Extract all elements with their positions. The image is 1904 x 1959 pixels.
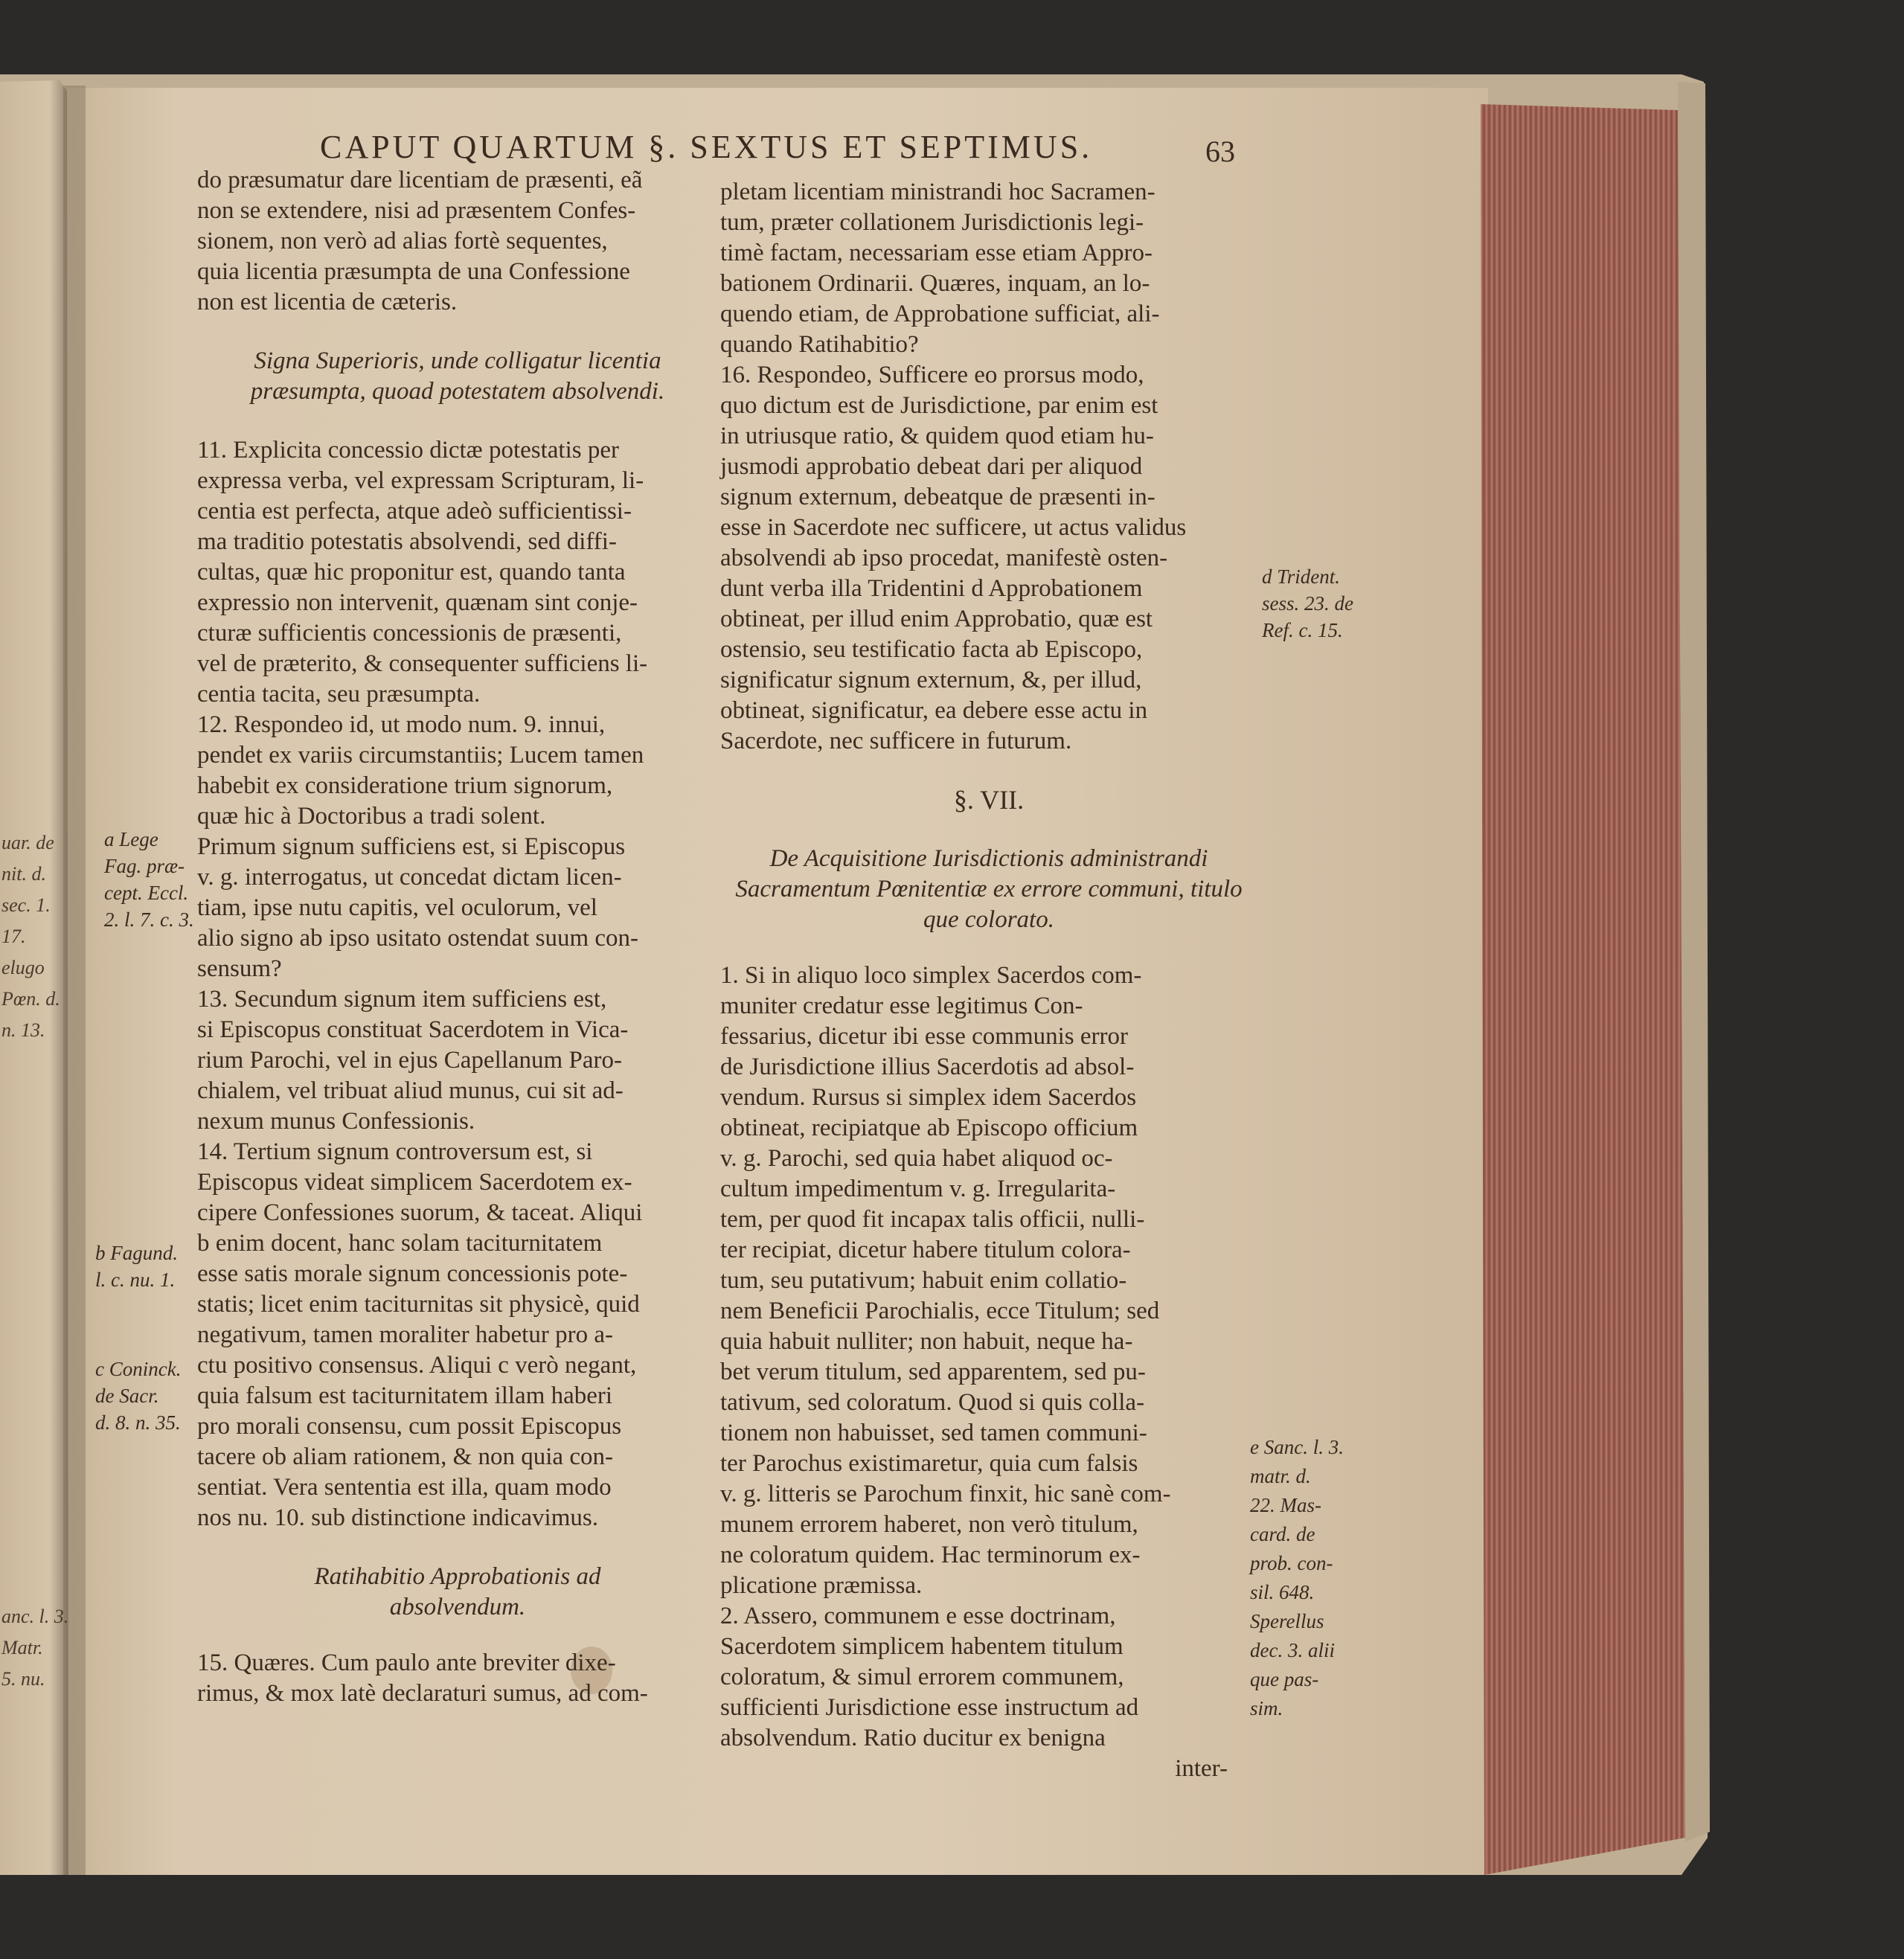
text-line: signum externum, debeatque de præsenti in- [720,484,1155,510]
text-line: quia falsum est taciturnitatem illam haberi [197,1382,613,1409]
right-column [720,177,1257,1784]
page-number: 63 [1205,135,1235,168]
text-line: pro morali consensu, cum possit Episcopus [197,1413,622,1440]
text-line: 2. Assero, communem e esse doctrinam, [720,1603,1116,1629]
text-line: de Jurisdictione illius Sacerdotis ad absol- [720,1054,1135,1080]
text-line: non se extendere, nisi ad præsentem Confes- [197,197,636,224]
marginal-note-b: b Fagund. l. c. nu. 1. [95,1242,178,1291]
text-line: coloratum, & simul errorem communem, [720,1664,1124,1690]
text-line: 11. Explicita concessio dictæ potestatis per [197,437,619,464]
text-line: rimus, & mox latè declaraturi sumus, ad com- [197,1680,648,1707]
text-line: si Episcopus constituat Sacerdotem in Vica- [197,1016,629,1043]
text-line: in utriusque ratio, & quidem quod etiam hu- [720,423,1154,449]
text-line: Sacerdotem simplicem habentem titulum [720,1633,1124,1660]
text-line: tum, seu putativum; habuit enim collatio- [720,1267,1127,1294]
text-line: Primum signum sufficiens est, si Episcopus [197,833,626,860]
text-line: 12. Respondeo id, ut modo num. 9. innui, [197,711,606,738]
section-heading: Signa Superioris, unde colligatur licentia præsumpta, quoad potestatem absolvendi. [250,347,665,405]
text-line: significatur signum externum, &, per illud, [720,667,1142,693]
text-line: ter Parochus existimaretur, quia cum falsis [720,1450,1138,1477]
text-line: cultas, quæ hic proponitur est, quando tanta [197,559,626,586]
text-line: 14. Tertium signum controversum est, si [197,1138,593,1165]
text-line: chialem, vel tribuat aliud munus, cui sit ad- [197,1077,624,1104]
marginal-note-e: e Sanc. l. 3. matr. d. 22. Mas- card. de prob. con- sil. 648. Sperellus dec. 3. alii que pas- sim. [1250,1436,1344,1719]
text-line: do præsumatur dare licentiam de præsenti, eã [197,167,643,193]
text-line: munem errorem haberet, non verò titulum, [720,1511,1138,1538]
text-line: bationem Ordinarii. Quæres, inquam, an lo- [720,270,1150,297]
text-line: nos nu. 10. sub distinctione indicavimus. [197,1504,598,1531]
text-line: sensum? [197,955,282,982]
text-line: 16. Respondeo, Sufficere eo prorsus modo, [720,362,1144,388]
text-line: rium Parochi, vel in ejus Capellanum Paro- [197,1047,622,1074]
text-line: centia est perfecta, atque adeò sufficientissi- [197,498,632,525]
text-line: tionem non habuisset, sed tamen communi- [720,1420,1147,1446]
text-line: cipere Confessiones suorum, & taceat. Aliqui [197,1199,643,1226]
text-line: dunt verba illa Tridentini d Approbationem [720,575,1143,602]
text-line: ostensio, seu testificatio facta ab Episcopo, [720,636,1143,663]
text-line: plicatione præmissa. [720,1572,923,1599]
text-line: jusmodi approbatio debeat dari per aliquod [720,453,1143,480]
running-head: CAPUT QUARTUM §. SEXTUS ET SEPTIMUS. [320,129,1093,165]
text-line: 13. Secundum signum item sufficiens est, [197,986,607,1013]
text-line: timè factam, necessariam esse etiam Appro- [720,240,1153,266]
text-line: non est licentia de cæteris. [197,289,458,315]
text-line: absolvendi ab ipso procedat, manifestè osten- [720,545,1168,571]
text-line: ctu positivo consensus. Aliqui c verò negant, [197,1352,637,1379]
text-line: expressio non intervenit, quænam sint conje- [197,589,638,616]
text-line: 15. Quæres. Cum paulo ante breviter dixe- [197,1649,616,1676]
text-line: sufficienti Jurisdictione esse instructum ad [720,1694,1139,1721]
marginal-note-d: d Trident. sess. 23. de Ref. c. 15. [1262,565,1353,641]
text-line: b enim docent, hanc solam taciturnitatem [197,1230,603,1257]
section-heading: Ratihabitio Approbationis ad absolvendum. [314,1563,601,1620]
text-line: Episcopus videat simplicem Sacerdotem ex- [197,1169,632,1196]
previous-page-fragment-upper: uar. de nit. d. sec. 1. 17. elugo Pœn. d. n. 13. [1,832,60,1041]
text-line: bet verum titulum, sed apparentem, sed pu- [720,1359,1146,1385]
text-line: quia habuit nulliter; non habuit, neque ha- [720,1328,1133,1355]
text-line: ma traditio potestatis absolvendi, sed diffi- [197,528,617,555]
text-line: cturæ sufficientis concessionis de præsenti, [197,620,622,647]
text-line: quo dictum est de Jurisdictione, par enim est [720,392,1158,419]
text-line: vel de præterito, & consequenter sufficiens li- [197,650,648,677]
text-line: centia tacita, seu præsumpta. [197,681,481,708]
text-line: pletam licentiam ministrandi hoc Sacramen- [720,179,1155,205]
section-number: §. VII. [953,785,1025,815]
marginal-note-c: c Coninck. de Sacr. d. 8. n. 35. [95,1358,182,1434]
text-line: cultum impedimentum v. g. Irregularita- [720,1176,1116,1202]
text-line: Sacerdote, nec sufficere in futurum. [720,728,1072,754]
text-line: obtineat, recipiatque ab Episcopo officium [720,1115,1138,1141]
text-line: nem Beneficii Parochialis, ecce Titulum; sed [720,1298,1160,1324]
text-line: quia licentia præsumpta de una Confessione [197,258,630,285]
text-line: tem, per quod fit incapax talis officii, nulli- [720,1206,1145,1233]
text-line: expressa verba, vel expressam Scripturam, li- [197,467,644,494]
text-line: quendo etiam, de Approbatione sufficiat, ali- [720,301,1160,327]
text-line: alio signo ab ipso usitato ostendat suum con- [197,925,639,952]
text-line: sentiat. Vera sententia est illa, quam modo [197,1474,612,1501]
text-line: obtineat, significatur, ea debere esse actu in [720,697,1148,724]
text-line: tum, præter collationem Jurisdictionis legi- [720,209,1144,236]
text-line: quando Ratihabitio? [720,331,919,358]
text-line: tiam, ipse nutu capitis, vel oculorum, vel [197,894,597,921]
text-line: 1. Si in aliquo loco simplex Sacerdos com- [720,962,1142,989]
text-line: v. g. litteris se Parochum finxit, hic sanè com- [720,1481,1171,1507]
catchword: inter- [1175,1755,1228,1782]
left-column [197,165,718,1709]
text-line: negativum, tamen moraliter habetur pro a- [197,1321,613,1348]
text-line: habebit ex consideratione trium signorum, [197,772,613,799]
text-line: vendum. Rursus si simplex idem Sacerdos [720,1084,1137,1111]
text-line: absolvendum. Ratio ducitur ex benigna [720,1725,1106,1751]
marginal-note-a: a Lege Fag. præ- cept. Eccl. 2. l. 7. c. 3. [104,828,194,931]
text-line: v. g. interrogatus, ut concedat dictam licen- [197,864,622,891]
previous-page-fragment-lower: anc. l. 3. Matr. 5. nu. [1,1606,69,1690]
text-line: pendet ex variis circumstantiis; Lucem tamen [197,742,644,769]
text-line: tativum, sed coloratum. Quod si quis colla- [720,1389,1145,1416]
text-line: statis; licet enim taciturnitas sit physicè, quid [197,1291,640,1318]
section-heading: De Acquisitione Iurisdictionis administrandi Sacramentum Pœnitentiæ ex errore communi, titulo que colorato. [735,845,1243,933]
text-line: fessarius, dicetur ibi esse communis error [720,1023,1129,1050]
text-line: nexum munus Confessionis. [197,1108,475,1135]
text-line: muniter credatur esse legitimus Con- [720,993,1083,1019]
text-line: v. g. Parochi, sed quia habet aliquod oc- [720,1145,1113,1172]
text-line: esse in Sacerdote nec sufficere, ut actus validus [720,514,1187,541]
text-line: sionem, non verò ad alias fortè sequentes, [197,228,608,254]
text-line: ter recipiat, dicetur habere titulum colora- [720,1237,1131,1263]
text-line: ne coloratum quidem. Hac terminorum ex- [720,1542,1141,1568]
text-line: quæ hic à Doctoribus a tradi solent. [197,803,546,830]
text-line: obtineat, per illud enim Approbatio, quæ est [720,606,1153,632]
text-line: tacere ob aliam rationem, & non quia con- [197,1443,613,1470]
text-line: esse satis morale signum concessionis pote- [197,1260,628,1287]
